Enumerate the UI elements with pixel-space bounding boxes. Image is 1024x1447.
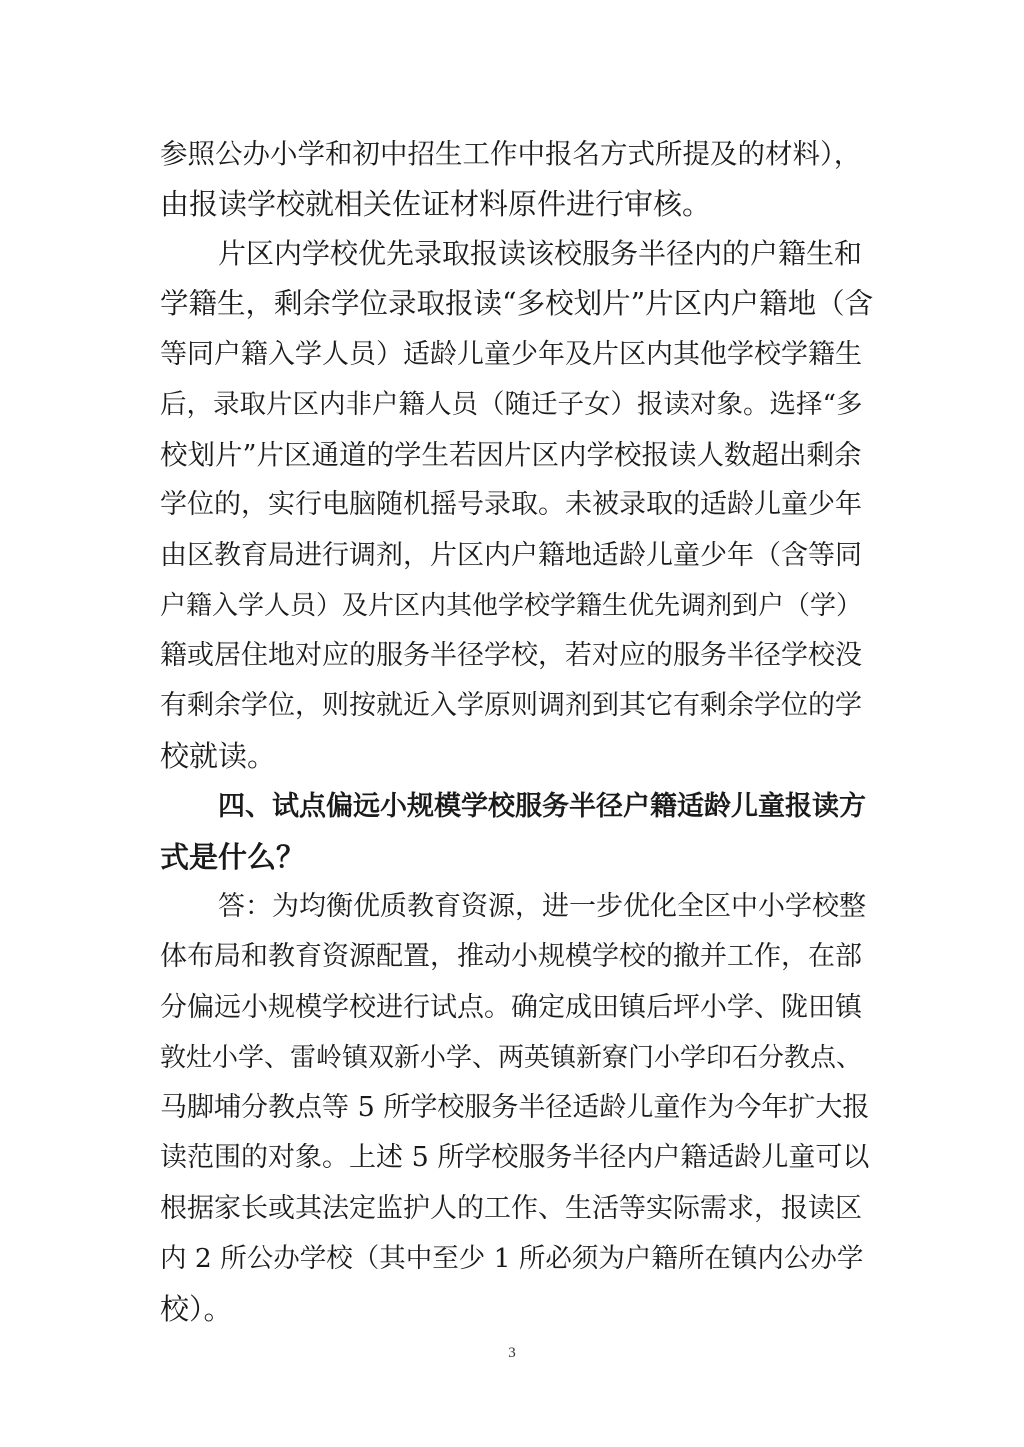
body-text-line: 参照公办小学和初中招生工作中报名方式所提及的材料），: [160, 138, 862, 170]
body-text-line: 校就读。: [160, 739, 277, 773]
body-text-line: 敦灶小学、雷岭镇双新小学、两英镇新寮门小学印石分教点、: [160, 1043, 863, 1073]
body-text-line: 学籍生，剩余学位录取报读“多校划片”片区内户籍地（含: [160, 287, 874, 320]
body-text-line: 答：为均衡优质教育资源，进一步优化全区中小学校整: [218, 891, 866, 922]
body-text-line: 分偏远小规模学校进行试点。确定成田镇后坪小学、陇田镇: [160, 992, 862, 1023]
body-text-line: 户籍入学人员）及片区内其他学校学籍生优先调剂到户（学）: [160, 591, 863, 621]
body-text-line: 校划片”片区通道的学生若因片区内学校报读人数超出剩余: [160, 439, 862, 471]
body-text-line: 等同户籍入学人员）适龄儿童少年及片区内其他学校学籍生: [160, 339, 862, 370]
body-text-line: 校）。: [160, 1292, 233, 1326]
body-text-line: 有剩余学位，则按就近入学原则调剂到其它有剩余学位的学: [160, 690, 862, 721]
page-number: 3: [508, 1345, 516, 1361]
body-text-line: 学位的，实行电脑随机摇号录取。未被录取的适龄儿童少年: [160, 489, 862, 520]
body-text-line: 根据家长或其法定监护人的工作、生活等实际需求，报读区: [160, 1193, 862, 1224]
body-text-line: 籍或居住地对应的服务半径学校，若对应的服务半径学校没: [160, 640, 862, 671]
body-text-line: 由区教育局进行调剂，片区内户籍地适龄儿童少年（含等同: [160, 540, 862, 571]
body-text-line: 读范围的对象。上述 5 所学校服务半径内户籍适龄儿童可以: [160, 1142, 870, 1173]
section-heading: 四、试点偏远小规模学校服务半径户籍适龄儿童报读方: [218, 791, 866, 822]
body-text-line: 片区内学校优先录取报读该校服务半径内的户籍生和: [218, 237, 863, 270]
body-text-line: 马脚埔分教点等 5 所学校服务半径适龄儿童作为今年扩大报: [160, 1092, 870, 1123]
body-text-line: 体布局和教育资源配置，推动小规模学校的撤并工作，在部: [160, 941, 862, 972]
body-text-line: 由报读学校就相关佐证材料原件进行审核。: [160, 187, 712, 221]
body-text-line: 内 2 所公办学校（其中至少 1 所必须为户籍所在镇内公办学: [160, 1243, 864, 1274]
section-heading: 式是什么？: [160, 840, 306, 874]
body-text-line: 后，录取片区内非户籍人员（随迁子女）报读对象。选择“多: [160, 389, 863, 420]
